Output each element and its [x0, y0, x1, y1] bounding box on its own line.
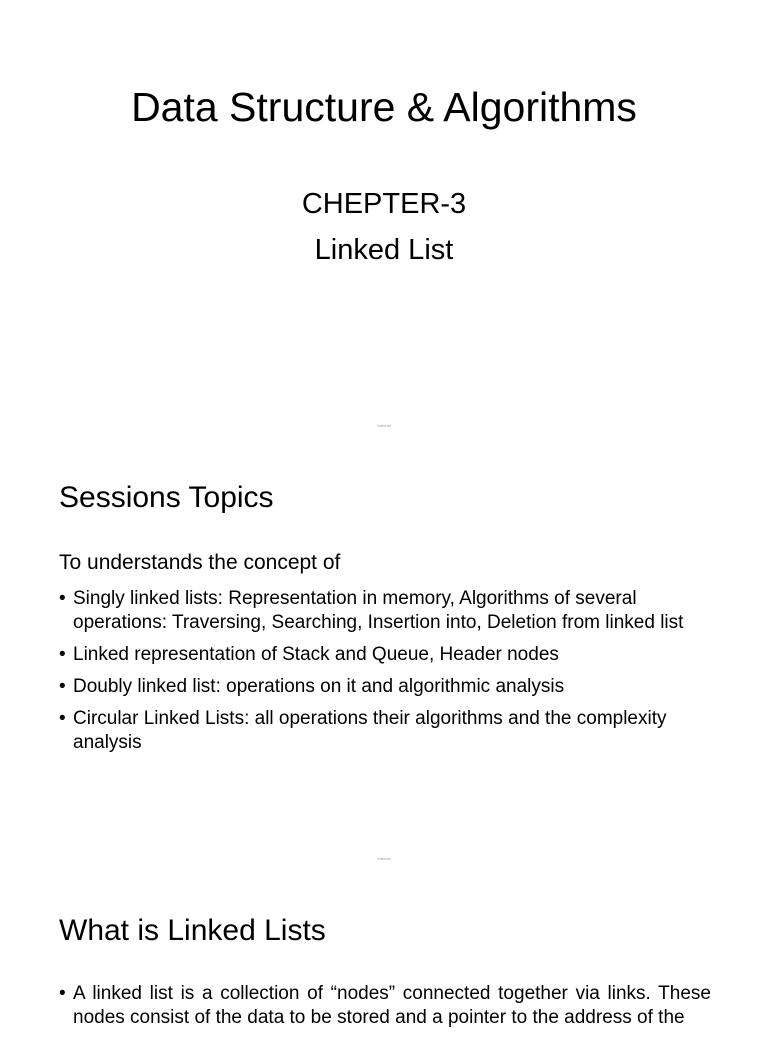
- definition-list: [59, 982, 711, 1038]
- classification-footer: Internal: [377, 856, 391, 861]
- list-item: [59, 675, 711, 699]
- topic-list: [59, 587, 711, 763]
- slide-session-topics: [0, 433, 768, 865]
- list-item-text: Circular Linked Lists: all operations their algorithms and the complexity analysis: [73, 708, 667, 753]
- document-title: Data Structure & Algorithms: [131, 84, 637, 130]
- lead-text: To understands the concept of: [59, 551, 341, 574]
- bullet-icon: •: [59, 708, 66, 729]
- list-item: [59, 587, 711, 635]
- chapter-label: CHEPTER-3: [301, 188, 467, 220]
- bullet-icon: •: [59, 983, 66, 1004]
- slide-what-is-linked-lists: [0, 866, 768, 1028]
- bullet-icon: •: [59, 676, 66, 697]
- bullet-icon: •: [59, 644, 66, 665]
- bullet-icon: •: [59, 588, 66, 609]
- chapter-topic: Linked List: [314, 234, 454, 266]
- slide-title-page: [0, 0, 768, 432]
- slide-heading: Sessions Topics: [59, 481, 274, 514]
- list-item: [59, 643, 711, 667]
- list-item-text: A linked list is a collection of “nodes” connected together via links. These nodes consist of the data to be stored and a pointer to the address of the: [73, 983, 711, 1028]
- list-item-text: Singly linked lists: Representation in memory, Algorithms of several operations: Traversing, Searching, Insertion into, Deletion from linked list: [73, 588, 684, 633]
- list-item-text: Doubly linked list: operations on it and algorithmic analysis: [73, 676, 565, 697]
- list-item: [59, 982, 711, 1030]
- list-item-text: Linked representation of Stack and Queue, Header nodes: [73, 644, 559, 665]
- slide-heading: What is Linked Lists: [59, 914, 326, 947]
- list-item: [59, 707, 711, 755]
- classification-footer: Internal: [377, 423, 391, 428]
